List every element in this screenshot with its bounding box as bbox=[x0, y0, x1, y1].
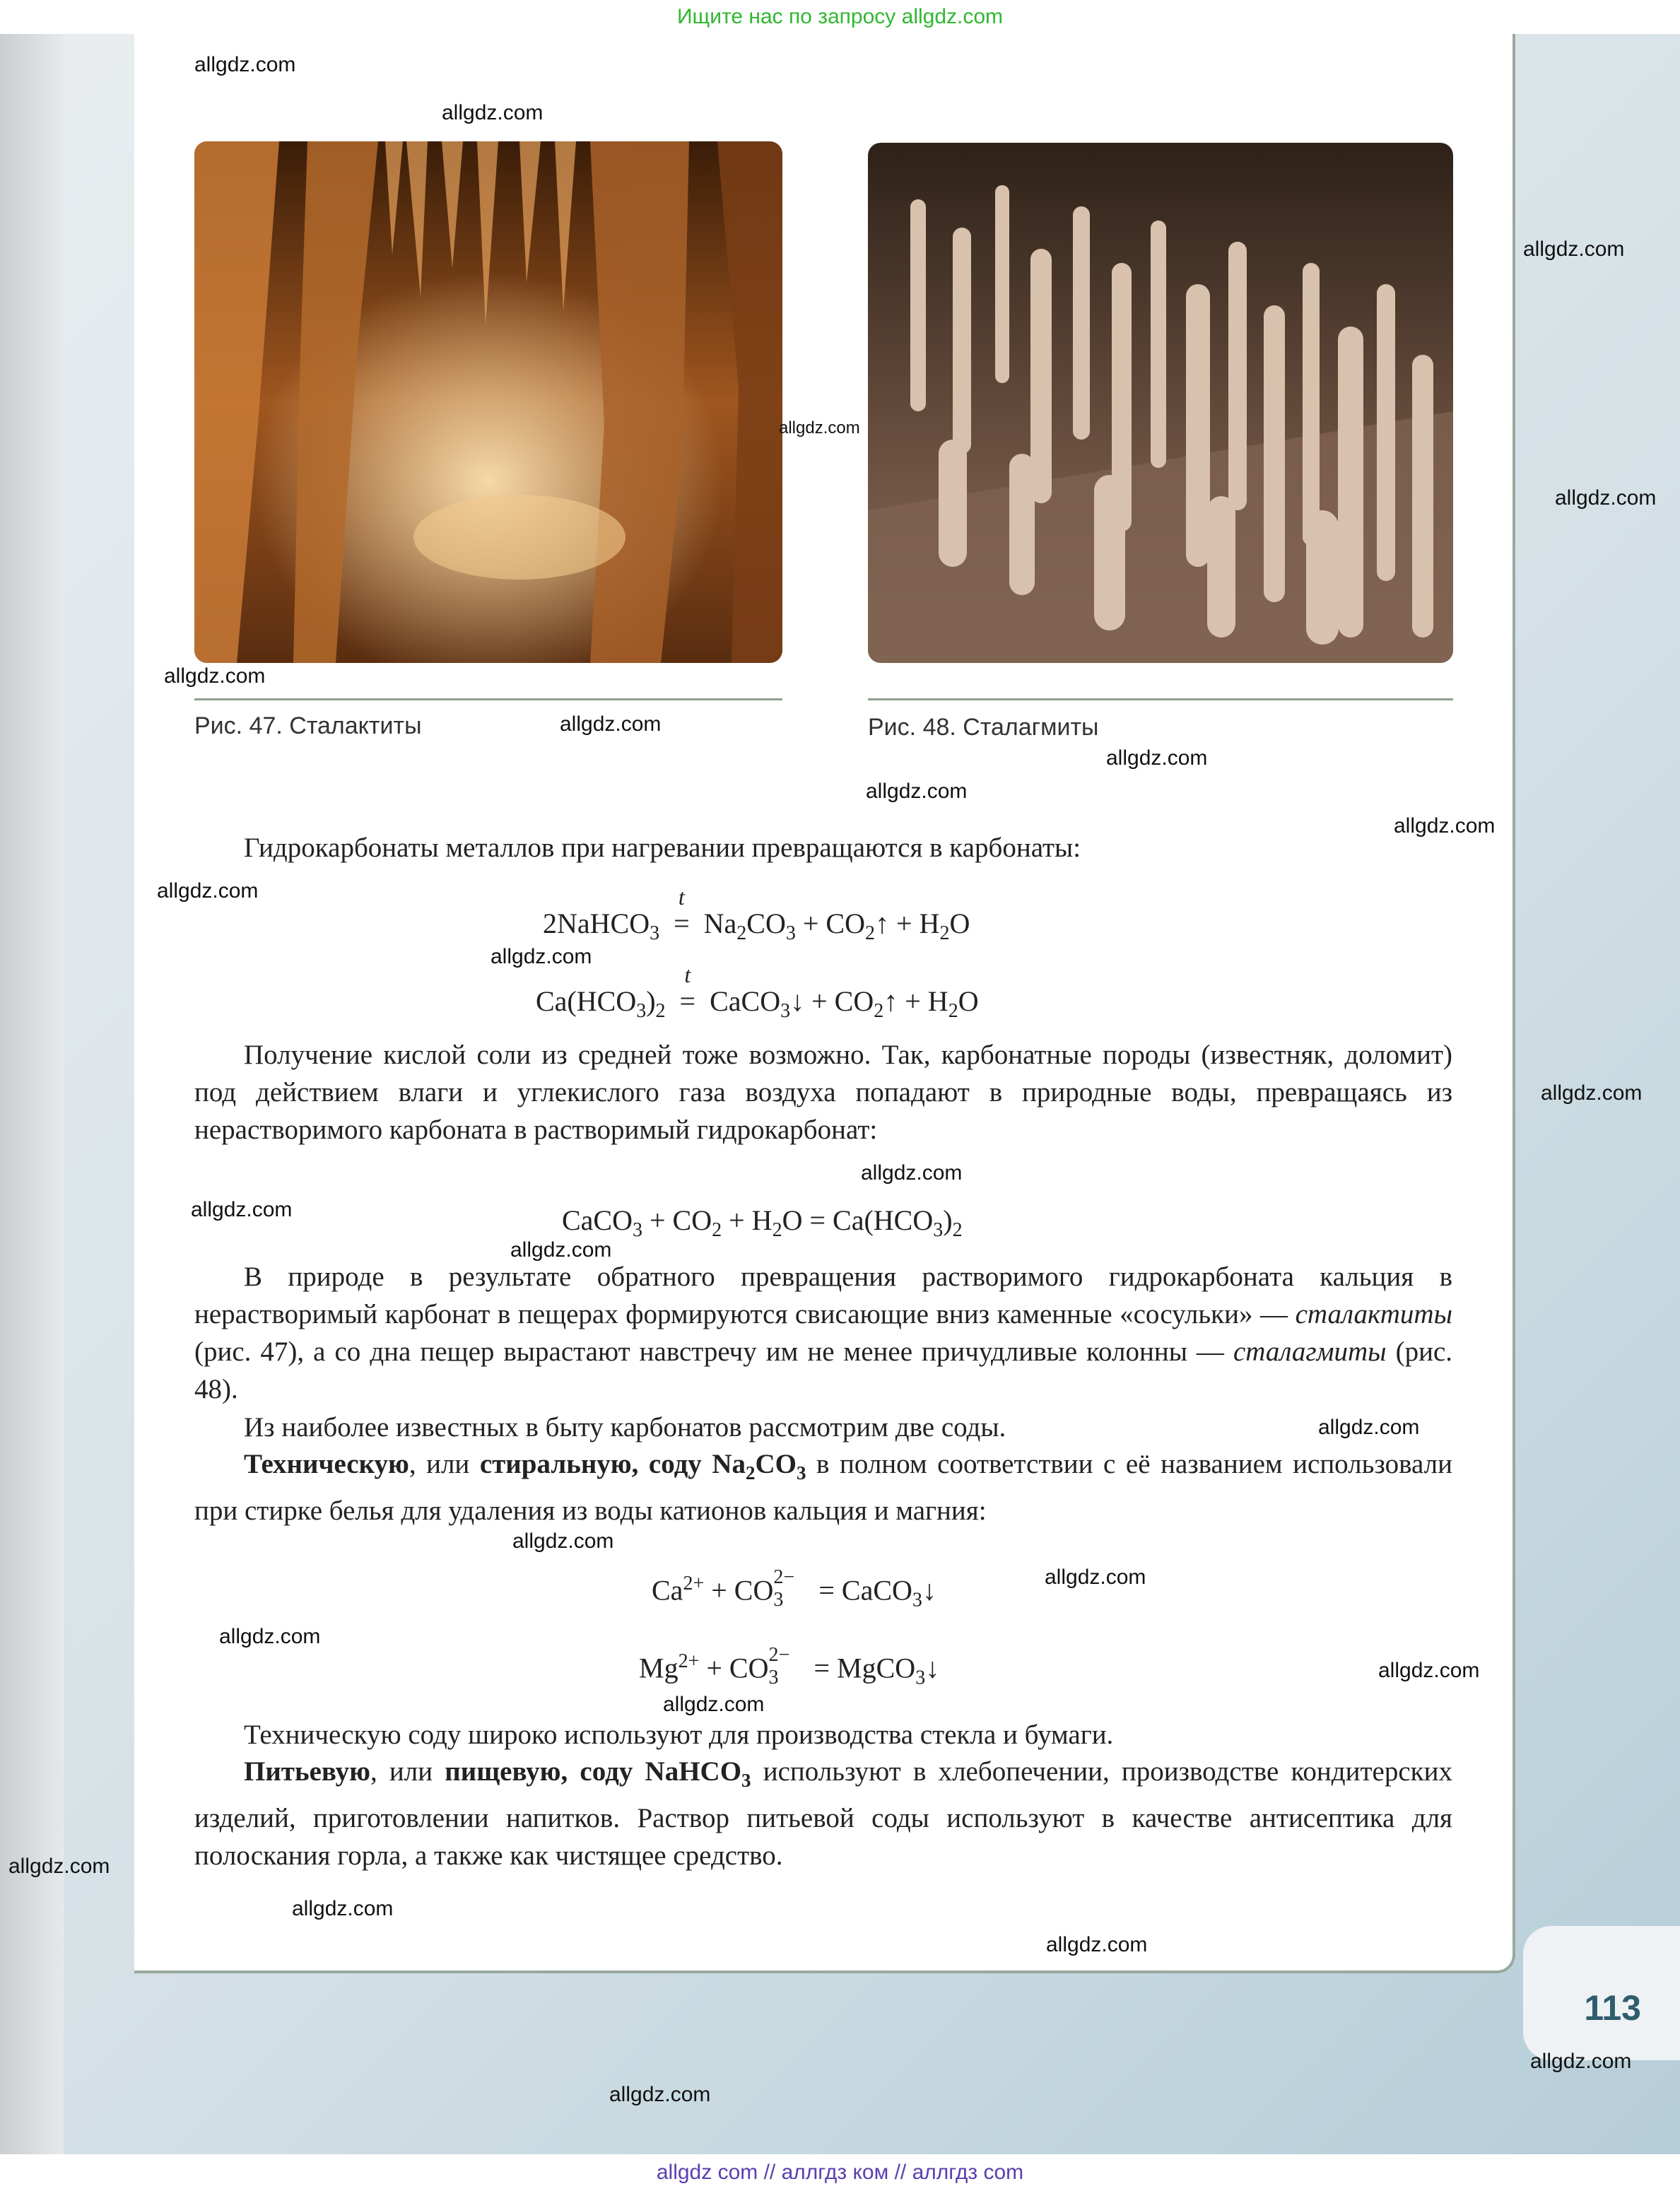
paragraph-2 bbox=[194, 1036, 1452, 1149]
stalagmites-photo bbox=[868, 143, 1453, 663]
heat-symbol: t bbox=[678, 884, 685, 910]
stalactites-image bbox=[194, 141, 782, 663]
watermark[interactable]: allgdz.com bbox=[1045, 1566, 1146, 1589]
watermark[interactable]: allgdz.com bbox=[219, 1625, 321, 1648]
stalagmites-image bbox=[868, 143, 1453, 663]
watermark[interactable]: allgdz.com bbox=[1523, 237, 1625, 261]
watermark[interactable]: allgdz.com bbox=[779, 418, 860, 437]
watermark[interactable]: allgdz.com bbox=[512, 1529, 614, 1553]
watermark[interactable]: allgdz.com bbox=[663, 1693, 765, 1716]
watermark[interactable]: allgdz.com bbox=[609, 2083, 711, 2106]
paragraph-4-text: Из наиболее известных в быту карбонатов рассмотрим две соды. bbox=[244, 1412, 1006, 1443]
paragraph-6-text: Техническую соду широко используют для производства стекла и бумаги. bbox=[244, 1720, 1114, 1750]
watermark[interactable]: allgdz.com bbox=[442, 101, 544, 124]
watermark[interactable]: allgdz.com bbox=[1046, 1933, 1148, 1956]
watermark[interactable]: allgdz.com bbox=[191, 1198, 293, 1221]
top-banner bbox=[0, 0, 1680, 34]
figure-48-rule bbox=[868, 698, 1453, 700]
term-stalactites: сталактиты bbox=[1295, 1299, 1452, 1329]
watermark[interactable]: allgdz.com bbox=[8, 1855, 110, 1878]
equation-1: 2NaHCO$_3$ = t $Na_2CO_3$ + $CO_2↑ + H_2O$ bbox=[543, 884, 970, 944]
paragraph-1-text: Гидрокарбонаты металлов при нагревании превращаются в карбонаты: bbox=[244, 833, 1081, 863]
watermark[interactable]: allgdz.com bbox=[491, 945, 592, 968]
bottom-banner-text[interactable]: allgdz com // аллгдз ком // аллгдз com bbox=[656, 2161, 1024, 2184]
paragraph-1 bbox=[194, 829, 1452, 867]
watermark[interactable]: allgdz.com bbox=[861, 1161, 963, 1185]
top-banner-text[interactable]: Ищите нас по запросу allgdz.com bbox=[676, 5, 1004, 28]
equation-2: $Ca(HCO_3)_2$ = t CaCO$_3$↓ + $CO_2↑ + H_2O$ bbox=[536, 962, 979, 1022]
equation-4: $Ca^{2+}$ + CO 2− $_3$ = CaCO$_3$↓ bbox=[652, 1566, 936, 1611]
watermark[interactable]: allgdz.com bbox=[866, 780, 968, 803]
equation-5: $Mg^{2+}$ + CO 2− $_3$ = MgCO$_3$↓ bbox=[639, 1644, 940, 1689]
watermark[interactable]: allgdz.com bbox=[164, 664, 266, 688]
paragraph-3: В природе в результате обратного превращения растворимого гидрокарбоната кальция в нерастворимый карбонат в пещерах формируются свисающие вниз каменные «сосульки» — сталактиты (рис. 47), а со дна пещер вырастают навстречу им не менее причудливые колонны — сталагмиты (рис. 48). bbox=[194, 1262, 1453, 1404]
paragraph-6 bbox=[194, 1716, 1452, 1754]
watermark[interactable]: allgdz.com bbox=[510, 1238, 612, 1262]
stalactites-photo bbox=[194, 141, 782, 663]
equation-3: CaCO$_3$ + $CO_2 + H_2O = Ca(HCO_3)_2$ bbox=[562, 1204, 963, 1241]
heat-symbol: t bbox=[684, 962, 691, 987]
watermark[interactable]: allgdz.com bbox=[1106, 746, 1208, 770]
page-number: 113 bbox=[1584, 1988, 1641, 2028]
figure-48-caption: Рис. 48. Сталагмиты bbox=[868, 714, 1099, 741]
watermark[interactable]: allgdz.com bbox=[1318, 1416, 1420, 1439]
bottom-banner bbox=[0, 2154, 1680, 2191]
term-stalagmites: сталагмиты bbox=[1233, 1337, 1387, 1367]
paragraph-2-text: Получение кислой соли из средней тоже возможно. Так, карбонатные породы (известняк, доломит) под действием влаги и углекислого газа воздуха попадают в природные воды, превращаясь из нерастворимого карбоната в растворимый гидрокарбонат: bbox=[194, 1040, 1452, 1145]
watermark[interactable]: allgdz.com bbox=[1541, 1081, 1643, 1105]
watermark[interactable]: allgdz.com bbox=[1530, 2050, 1632, 2073]
paragraph-7: Питьевую, или пищевую, соду NaHCO$_3$ используют в хлебопечении, производстве кондитерских изделий, приготовлении напитков. Раствор питьевой соды используют в качестве антисептика для полоскания горла, а также как чистящее средство. bbox=[194, 1756, 1452, 1871]
figure-47-caption: Рис. 47. Сталактиты bbox=[194, 712, 422, 739]
watermark[interactable]: allgdz.com bbox=[1378, 1659, 1480, 1682]
paragraph-5: Техническую, или стиральную, соду $Na_2CO_3$ в полном соответствии с её названием использовали при стирке белья для удаления из воды катионов кальция и магния: bbox=[194, 1449, 1452, 1526]
watermark[interactable]: allgdz.com bbox=[560, 712, 662, 736]
watermark[interactable]: allgdz.com bbox=[292, 1897, 394, 1920]
figure-47-rule bbox=[194, 698, 782, 700]
watermark[interactable]: allgdz.com bbox=[157, 879, 259, 903]
watermark[interactable]: allgdz.com bbox=[1394, 814, 1496, 838]
watermark[interactable]: allgdz.com bbox=[1555, 486, 1657, 510]
paragraph-4 bbox=[194, 1409, 1452, 1446]
book-spine-edge bbox=[0, 34, 64, 2154]
watermark[interactable]: allgdz.com bbox=[194, 53, 296, 76]
